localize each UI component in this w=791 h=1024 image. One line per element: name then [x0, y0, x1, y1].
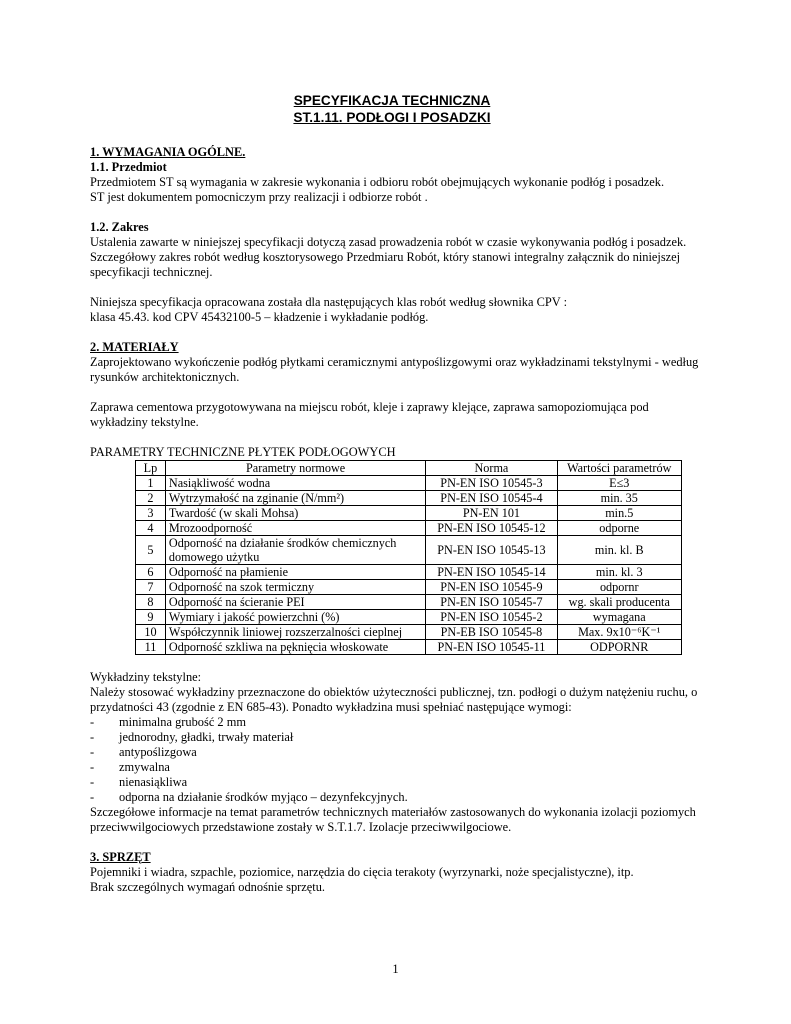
list-dash: - [90, 715, 95, 729]
title-line-2: ST.1.11. PODŁOGI I POSADZKI [293, 110, 491, 125]
paragraph: Pojemniki i wiadra, szpachle, poziomice, narzędzia do cięcia terakoty (wyrzynarki, noże specjalistyczne), itp. [90, 865, 634, 879]
cell-lp: 9 [136, 610, 166, 625]
table-row [136, 625, 682, 640]
cell-norm: PN-EN ISO 10545-9 [426, 580, 557, 595]
cell-value: min. kl. B [557, 536, 681, 565]
cell-norm: PN-EN ISO 10545-13 [426, 536, 557, 565]
list-item [90, 790, 702, 805]
cell-param: Odporność na płamienie [165, 565, 425, 580]
cell-norm: PN-EN 101 [426, 506, 557, 521]
paragraph: Należy stosować wykładziny przeznaczone do obiektów użyteczności publicznej, tzn. podłogi o dużym natężeniu ruchu, o przydatności 43 (zgodnie z EN 685-43). Ponadto wykładzina musi spełniać następujące wymogi: [90, 685, 698, 714]
list-dash: - [90, 745, 95, 759]
section-1 [90, 145, 702, 325]
cell-value: odpornr [557, 580, 681, 595]
cell-lp: 5 [136, 536, 166, 565]
list-item-text: minimalna grubość 2 mm [119, 715, 246, 729]
list-item-text: odporna na działanie środków myjąco – dezynfekcyjnych. [119, 790, 408, 804]
header-norm: Norma [426, 461, 557, 476]
paragraph: klasa 45.43. kod CPV 45432100-5 – kładzenie i wykładanie podłóg. [90, 310, 429, 324]
cell-norm: PN-EN ISO 10545-7 [426, 595, 557, 610]
paragraph: ST jest dokumentem pomocniczym przy realizacji i odbiorze robót . [90, 190, 428, 204]
header-param: Parametry normowe [165, 461, 425, 476]
list-item-text: zmywalna [119, 760, 170, 774]
cell-lp: 11 [136, 640, 166, 655]
table-row [136, 506, 682, 521]
list-item [90, 745, 702, 760]
table-row [136, 521, 682, 536]
paragraph: Szczegółowy zakres robót według kosztorysowego Przedmiaru Robót, który stanowi integralny załącznik do niniejszej specyfikacji technicznej. [90, 250, 681, 279]
cell-value: odporne [557, 521, 681, 536]
cell-lp: 7 [136, 580, 166, 595]
cell-param: Twardość (w skali Mohsa) [165, 506, 425, 521]
list-dash: - [90, 730, 95, 744]
cell-lp: 4 [136, 521, 166, 536]
paragraph: Przedmiotem ST są wymagania w zakresie wykonania i odbioru robót obejmujących wykonanie podłóg i posadzek. [90, 175, 665, 189]
cell-value: wg. skali producenta [557, 595, 681, 610]
list-dash: - [90, 775, 95, 789]
cell-param: Wymiary i jakość powierzchni (%) [165, 610, 425, 625]
cell-param: Wytrzymałość na zginanie (N/mm²) [165, 491, 425, 506]
paragraph: Brak szczególnych wymagań odnośnie sprzętu. [90, 880, 326, 894]
cell-value: E≤3 [557, 476, 681, 491]
list-dash: - [90, 790, 95, 804]
paragraph: Szczegółowe informacje na temat parametrów technicznych materiałów zastosowanych do wykonania izolacji poziomych przeciwwilgociowych przedstawione zostały w S.T.1.7. Izolacje przeciwwilgociowe. [90, 805, 696, 834]
header-value: Wartości parametrów [557, 461, 681, 476]
cell-value: wymagana [557, 610, 681, 625]
cell-value: min. kl. 3 [557, 565, 681, 580]
table-row [136, 580, 682, 595]
cell-param: Odporność na ścieranie PEI [165, 595, 425, 610]
carpet-heading: Wykładziny tekstylne: [90, 670, 202, 684]
list-item-text: nienasiąkliwa [119, 775, 188, 789]
cell-param: Nasiąkliwość wodna [165, 476, 425, 491]
document-page [90, 92, 702, 895]
cell-norm: PN-EN ISO 10545-4 [426, 491, 557, 506]
list-item-text: antypoślizgowa [119, 745, 197, 759]
paragraph: Zaprojektowano wykończenie podłóg płytkami ceramicznymi antypoślizgowymi oraz wykładzinami tekstylnymi - według rysunków architektonicznych. [90, 355, 699, 384]
cell-lp: 10 [136, 625, 166, 640]
cell-param: Odporność na szok termiczny [165, 580, 425, 595]
cell-value: ODPORNR [557, 640, 681, 655]
section-2-heading: 2. MATERIAŁY [90, 340, 179, 354]
subsection-1-2-heading: 1.2. Zakres [90, 220, 149, 234]
cell-norm: PN-EN ISO 10545-2 [426, 610, 557, 625]
cell-lp: 1 [136, 476, 166, 491]
table-header-row [136, 461, 682, 476]
cell-lp: 8 [136, 595, 166, 610]
cell-norm: PN-EN ISO 10545-11 [426, 640, 557, 655]
page-number: 1 [392, 962, 399, 976]
paragraph: Zaprawa cementowa przygotowywana na miejscu robót, kleje i zaprawy klejące, zaprawa samopoziomująca pod wykładziny tekstylne. [90, 400, 649, 429]
table-row [136, 565, 682, 580]
cell-param: Odporność na działanie środków chemicznych domowego użytku [165, 536, 425, 565]
cell-norm: PN-EN ISO 10545-14 [426, 565, 557, 580]
cell-param: Współczynnik liniowej rozszerzalności cieplnej [165, 625, 425, 640]
list-item-text: jednorodny, gładki, trwały materiał [119, 730, 294, 744]
list-dash: - [90, 760, 95, 774]
cell-value: Max. 9x10⁻⁶K⁻¹ [557, 625, 681, 640]
subsection-1-1-heading: 1.1. Przedmiot [90, 160, 167, 174]
title-line-1: SPECYFIKACJA TECHNICZNA [293, 93, 491, 108]
cell-lp: 2 [136, 491, 166, 506]
table-row [136, 476, 682, 491]
table-caption: PARAMETRY TECHNICZNE PŁYTEK PODŁOGOWYCH [90, 445, 396, 459]
document-title [82, 92, 702, 126]
cell-param: Odporność szkliwa na pęknięcia włoskowate [165, 640, 425, 655]
table-row [136, 491, 682, 506]
cell-param: Mrozoodporność [165, 521, 425, 536]
cell-lp: 3 [136, 506, 166, 521]
list-item [90, 730, 702, 745]
paragraph: Ustalenia zawarte w niniejszej specyfikacji dotyczą zasad prowadzenia robót w czasie wykonywania podłóg i posadzek. [90, 235, 687, 249]
table-row [136, 536, 682, 565]
list-item [90, 715, 702, 730]
table-row [136, 595, 682, 610]
table-row [136, 610, 682, 625]
cell-value: min.5 [557, 506, 681, 521]
paragraph: Niniejsza specyfikacja opracowana została dla następujących klas robót według słownika CPV : [90, 295, 568, 309]
cell-norm: PN-EN ISO 10545-3 [426, 476, 557, 491]
section-3 [90, 850, 702, 895]
cell-lp: 6 [136, 565, 166, 580]
cell-value: min. 35 [557, 491, 681, 506]
parameters-table [135, 460, 682, 655]
requirements-list [90, 715, 702, 805]
section-3-heading: 3. SPRZĘT [90, 850, 151, 864]
cell-norm: PN-EN ISO 10545-12 [426, 521, 557, 536]
section-2 [90, 340, 702, 835]
list-item [90, 775, 702, 790]
cell-norm: PN-EB ISO 10545-8 [426, 625, 557, 640]
table-row [136, 640, 682, 655]
header-lp: Lp [136, 461, 166, 476]
section-1-heading: 1. WYMAGANIA OGÓLNE. [90, 145, 246, 159]
list-item [90, 760, 702, 775]
